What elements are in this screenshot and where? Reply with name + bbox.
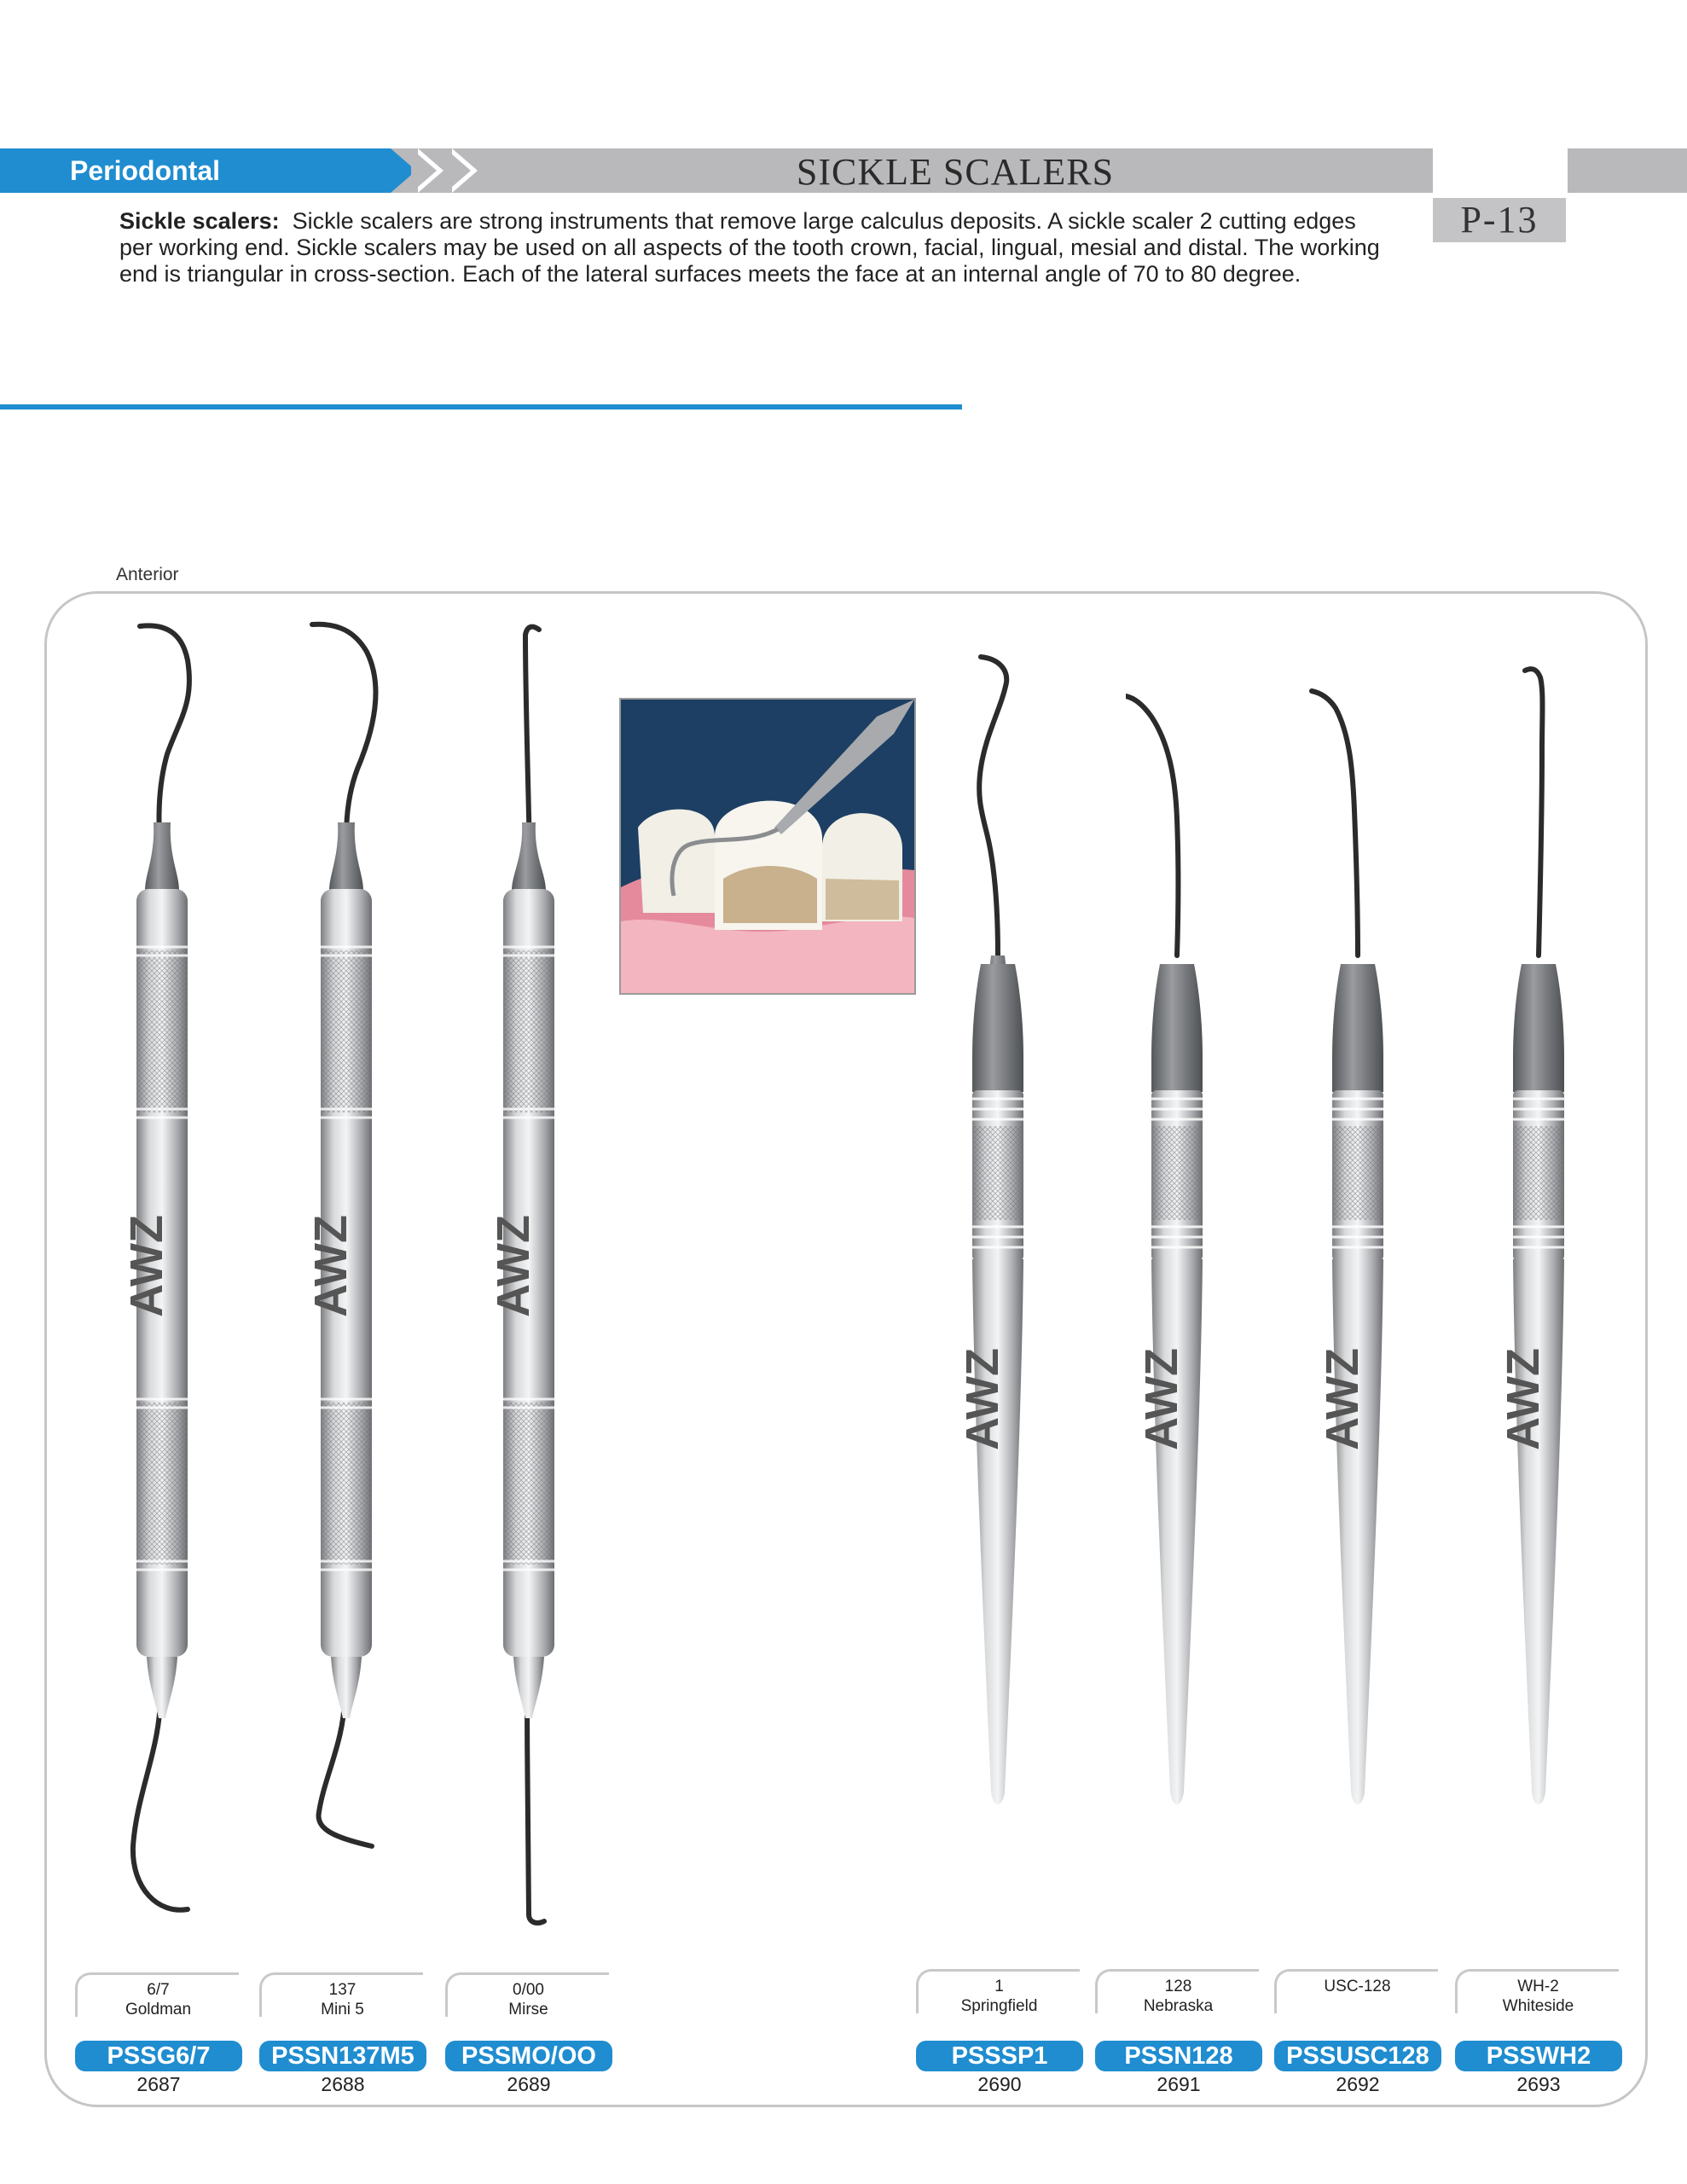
svg-text:AWZ: AWZ <box>488 1215 539 1317</box>
product-name: Whiteside <box>1502 1997 1574 2015</box>
product-label <box>445 1972 609 2017</box>
product-name: Nebraska <box>1143 1997 1214 2015</box>
header-band-right <box>1568 148 1687 193</box>
product-code-badge[interactable]: PSSN137M5 <box>259 2041 426 2071</box>
product-size: 0/00 <box>513 1981 544 1999</box>
product-size: 137 <box>328 1981 357 1999</box>
divider <box>0 404 962 410</box>
product-number: 2688 <box>321 2073 365 2095</box>
instrument-springfield <box>947 648 1049 1928</box>
product-label <box>259 1972 423 2017</box>
instrument-mini5 <box>295 618 397 1949</box>
product-name: Mirse <box>508 2001 548 2018</box>
svg-text:AWZ: AWZ <box>1317 1348 1368 1450</box>
product-size: 128 <box>1164 1978 1192 1995</box>
product-code-badge[interactable]: PSSSP1 <box>916 2041 1083 2071</box>
svg-text:AWZ: AWZ <box>121 1215 172 1317</box>
group-label: Anterior <box>116 565 179 584</box>
description-text: Sickle scalers are strong instruments that remove large calculus deposits. A sickle scaler 2 cutting edges per working end. Sickle scalers may be used on all aspects of the tooth crown, facial, lingual, mesial and distal. The working end is triangular in cross-section. Each of the lateral surfaces meets the face at an internal angle of 70 to 80 degree. <box>119 208 1380 287</box>
product-size: USC-128 <box>1324 1978 1391 1995</box>
product-name: Goldman <box>125 2001 192 2018</box>
product-number: 2690 <box>977 2073 1022 2095</box>
chevron-icon <box>411 148 437 193</box>
product-label <box>1274 1969 1438 2013</box>
product-number: 2691 <box>1157 2073 1201 2095</box>
product-label <box>1455 1969 1619 2013</box>
product-code-badge[interactable]: PSSMO/OO <box>445 2041 612 2071</box>
instrument-usc128 <box>1307 648 1409 1928</box>
product-number: 2689 <box>507 2073 551 2095</box>
svg-text:AWZ: AWZ <box>1136 1348 1187 1450</box>
svg-text:AWZ: AWZ <box>957 1348 1008 1450</box>
instrument-goldman <box>111 618 213 1949</box>
product-code-badge[interactable]: PSSUSC128 <box>1274 2041 1441 2071</box>
product-size: 6/7 <box>147 1981 170 1999</box>
product-number: 2687 <box>136 2073 181 2095</box>
svg-text:AWZ: AWZ <box>305 1215 357 1317</box>
page-number: P-13 <box>1433 198 1566 242</box>
product-code-badge[interactable]: PSSG6/7 <box>75 2041 242 2071</box>
instrument-nebraska <box>1126 648 1228 1928</box>
section-label: Periodontal <box>70 155 221 186</box>
procedure-photo <box>619 698 916 995</box>
product-label <box>75 1972 239 2017</box>
product-label <box>916 1969 1080 2013</box>
product-label <box>1095 1969 1259 2013</box>
product-name: Mini 5 <box>321 2001 364 2018</box>
product-number: 2693 <box>1516 2073 1561 2095</box>
instrument-whiteside <box>1487 648 1590 1928</box>
page-title: SICKLE SCALERS <box>796 151 1115 193</box>
description <box>119 208 1390 288</box>
svg-text:AWZ: AWZ <box>1498 1348 1549 1450</box>
instrument-mirse <box>478 618 580 1949</box>
product-size: WH-2 <box>1517 1978 1559 1995</box>
product-code-badge[interactable]: PSSWH2 <box>1455 2041 1622 2071</box>
product-code-badge[interactable]: PSSN128 <box>1095 2041 1262 2071</box>
description-lead: Sickle scalers: <box>119 208 280 234</box>
chevron-icon <box>445 148 471 193</box>
product-name: Springfield <box>960 1997 1038 2015</box>
product-size: 1 <box>994 1978 1004 1995</box>
product-number: 2692 <box>1336 2073 1380 2095</box>
